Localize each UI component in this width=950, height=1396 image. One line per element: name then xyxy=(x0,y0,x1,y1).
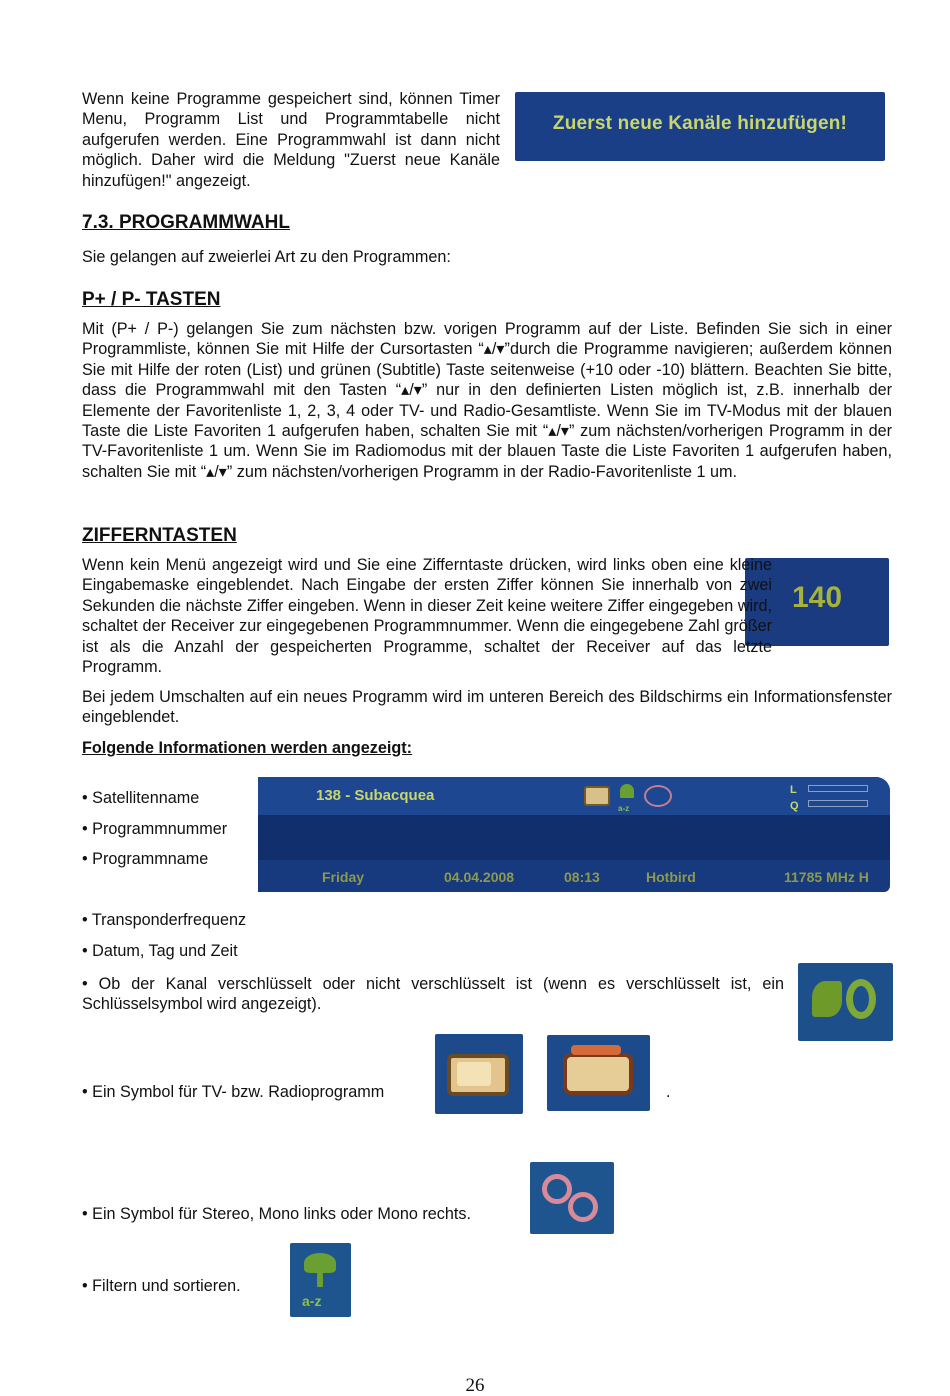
stereo-mono-icon xyxy=(530,1162,614,1234)
ziffern-paragraph2: Bei jedem Umschalten auf ein neues Programm wird im unteren Bereich des Bildschirms ein Informationsfenster eingeblendet. xyxy=(82,688,892,727)
infobar-date: 04.04.2008 xyxy=(444,869,515,885)
ziffern-paragraph: Wenn kein Menü angezeigt wird und Sie eine Zifferntaste drücken, wird links oben eine kleine Eingabemaske eingeblendet. Nach Eingabe der ersten Ziffer können Sie innerhalb von zwei Sekunden die nächste Ziffer eingeben. Wenn in dieser Zeit keine weitere Ziffer eingegeben wird, schaltet der Receiver zur eingegebenen Programmnummer. Wenn die eingegebene Zahl größer ist als die Anzahl der gespeicherten Programme, schaltet der Receiver auf das letzte Programm. xyxy=(82,556,772,677)
level-q-bar xyxy=(808,800,868,807)
programmwahl-intro: Sie gelangen auf zweierlei Art zu den Programmen: xyxy=(82,248,451,266)
level-l-label: L xyxy=(790,784,797,796)
intro-paragraph: Wenn keine Programme gespeichert sind, können Timer Menu, Programm List und Programmtabelle nicht aufgerufen werden. Eine Programmwahl ist dann nicht möglich. Daher wird die Meldung "Zuerst neue Kanäle hinzufügen!" angezeigt. xyxy=(82,90,500,190)
section-heading-tasten: P+ / P- TASTEN xyxy=(82,289,221,310)
radio-program-icon xyxy=(547,1035,650,1111)
infobar-satellite: Hotbird xyxy=(646,869,696,885)
infobar-frequency: 11785 MHz H xyxy=(784,869,869,885)
info-heading: Folgende Informationen werden angezeigt: xyxy=(82,739,413,757)
filter-icon-label: a-z xyxy=(618,804,630,813)
bullet-tv-radio: • Ein Symbol für TV- bzw. Radioprogramm xyxy=(82,1083,385,1101)
ziffern-paragraph-part xyxy=(82,555,772,677)
infobar-time: 08:13 xyxy=(564,869,600,885)
screen-message-image xyxy=(515,92,885,161)
page-number: 26 xyxy=(465,1375,485,1396)
bullet-stereo: • Ein Symbol für Stereo, Mono links oder Mono rechts. xyxy=(82,1205,471,1223)
bullet-transponderfrequenz: • Transponderfrequenz xyxy=(82,911,247,929)
tasten-paragraph: Mit (P+ / P-) gelangen Sie zum nächsten bzw. vorigen Programm auf der Liste. Befinden Sie sich in einer Programmliste, können Sie mit Hilfe der Cursortasten “▴/▾”durch die Programme navigieren; außerdem können Sie mit Hilfe der roten (List) und grünen (Subtitle) Taste seitenweise (+10 oder -10) blättern. Beachten Sie bitte, dass die Programmwahl mit den Tasten “▴/▾” nur in den definierten Listen möglich ist, z.B. innerhalb der Elemente der Favoritenliste 1, 2, 3, 4 oder TV- und Radio-Gesamtliste. Wenn Sie im TV-Modus mit der blauen Taste die Liste Favoriten 1 aufgerufen haben, schalten Sie mit “▴/▾” zum nächsten/vorherigen Programm in der TV-Favoritenliste 1 um. Wenn Sie im Radiomodus mit der blauen Taste die Liste Favoriten 1 aufgerufen haben, schalten Sie mit “▴/▾” zum nächsten/vorherigen Programm in der Radio-Favoritenliste 1 um. xyxy=(82,320,892,481)
section-heading-ziffern: ZIFFERNTASTEN xyxy=(82,525,237,546)
section-heading-programmwahl: 7.3. PROGRAMMWAHL xyxy=(82,212,290,233)
stereo-icon xyxy=(644,785,672,807)
infobar-image xyxy=(258,777,890,892)
screen-message-text: Zuerst neue Kanäle hinzufügen! xyxy=(552,113,848,134)
filter-sort-icon-label: a-z xyxy=(302,1293,322,1309)
tv-icon xyxy=(584,786,610,806)
level-l-bar xyxy=(808,785,868,792)
filter-icon xyxy=(620,784,634,798)
tv-program-icon xyxy=(435,1034,523,1114)
bullet-programmname: • Programmname xyxy=(82,850,209,868)
number-entry-text: 140 xyxy=(791,581,843,614)
bullet-programmnummer: • Programmnummer xyxy=(82,820,228,838)
level-q-label: Q xyxy=(790,800,799,812)
filter-sort-icon xyxy=(290,1243,351,1317)
infobar-channel: 138 - Subacquea xyxy=(316,787,435,804)
bullet-verschluesselt: • Ob der Kanal verschlüsselt oder nicht verschlüsselt ist (wenn es verschlüsselt ist, ein Schlüsselsymbol wird angezeigt). xyxy=(82,975,784,1014)
bullet-satellitenname: • Satellitenname xyxy=(82,789,200,807)
icons-trailing-dot: . xyxy=(666,1083,671,1101)
key-icon xyxy=(798,963,893,1041)
bullet-datum: • Datum, Tag und Zeit xyxy=(82,942,238,960)
infobar-day: Friday xyxy=(322,869,365,885)
bullet-filtern: • Filtern und sortieren. xyxy=(82,1277,241,1295)
